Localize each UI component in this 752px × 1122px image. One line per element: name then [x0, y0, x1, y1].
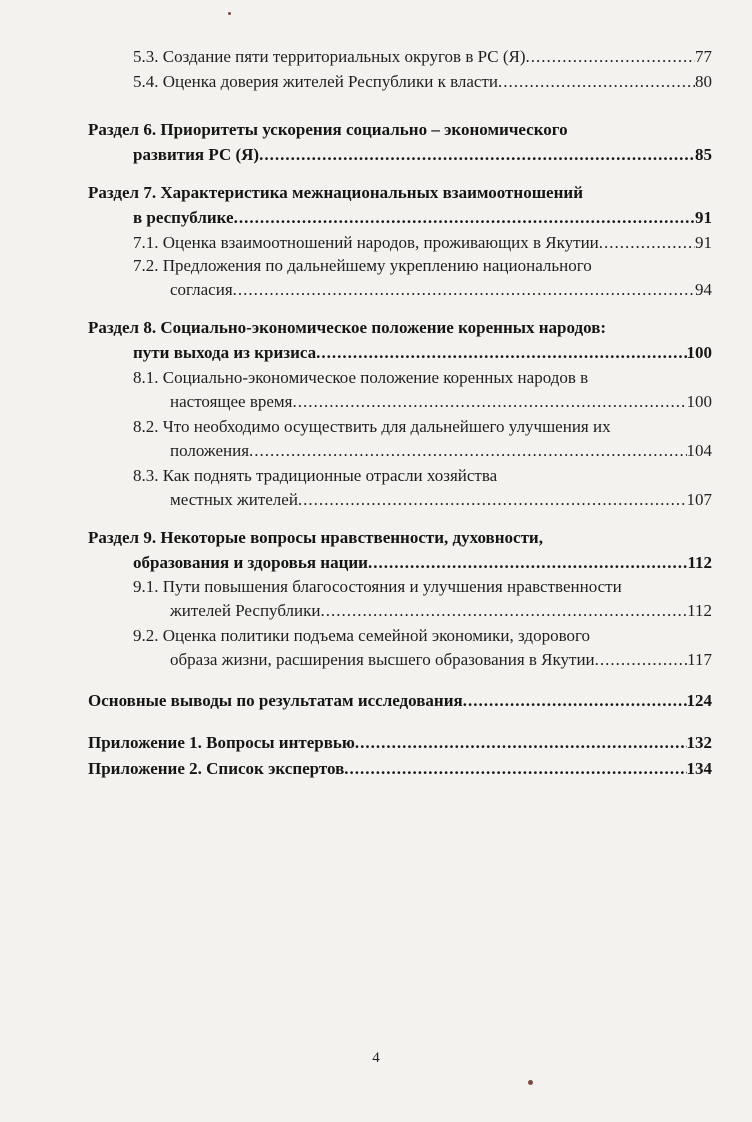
toc-section-7: в республике ..... 91: [133, 207, 712, 229]
toc-entry-8-1: настоящее время ..... 100: [170, 391, 712, 413]
toc-entry-9-2-title: 9.2. Оценка политики подъема семейной экономики, здорового: [133, 626, 591, 645]
toc-section-8: пути выхода из кризиса ..... 100: [133, 342, 712, 364]
toc-entry-9-1: жителей Республики ..... 112: [170, 600, 712, 622]
dot-leader: [292, 391, 686, 413]
toc-section-7-title: Раздел 7. Характеристика межнациональных взаимоотношений: [88, 183, 583, 202]
dot-leader: [249, 440, 686, 462]
dot-leader: [355, 732, 687, 754]
toc-entry-8-2-title: 8.2. Что необходимо осуществить для дальнейшего улучшения их: [133, 417, 611, 436]
toc-entry-8-2: положения ..... 104: [170, 440, 712, 462]
toc-appendix-1: Приложение 1. Вопросы интервью ..... 132: [88, 732, 712, 754]
toc-section-9-title: Раздел 9. Некоторые вопросы нравственности, духовности,: [88, 528, 543, 547]
dot-leader: [368, 552, 687, 574]
toc-entry-9-1-title: 9.1. Пути повышения благосостояния и улучшения нравственности: [133, 577, 622, 596]
toc-appendix-2: Приложение 2. Список экспертов ..... 134: [88, 758, 712, 780]
toc-entry-7-2-title: 7.2. Предложения по дальнейшему укреплению национального: [133, 256, 592, 275]
toc-entry-7-2: согласия ..... 94: [170, 279, 712, 301]
toc-entry-8-3: местных жителей ..... 107: [170, 489, 712, 511]
dot-leader: [316, 342, 686, 364]
toc-entry-5-4: 5.4. Оценка доверия жителей Республики к власти ..... 80: [133, 71, 712, 93]
toc-entry-8-1-title: 8.1. Социально-экономическое положение коренных народов в: [133, 368, 589, 387]
scan-speck: [528, 1080, 533, 1085]
dot-leader: [498, 71, 695, 93]
toc-entry-9-2: образа жизни, расширения высшего образования в Якутии ..... 117: [170, 649, 712, 671]
dot-leader: [526, 46, 695, 68]
toc-section-9: образования и здоровья нации ..... 112: [133, 552, 712, 574]
dot-leader: [463, 690, 687, 712]
toc-entry-7-1: 7.1. Оценка взаимоотношений народов, проживающих в Якутии ..... 91: [133, 232, 712, 254]
toc-conclusions: Основные выводы по результатам исследования ..... 124: [88, 690, 712, 712]
toc-section-6-title: Раздел 6. Приоритеты ускорения социально – экономического: [88, 120, 568, 139]
page-number: 4: [372, 1050, 380, 1066]
dot-leader: [320, 600, 687, 622]
dot-leader: [595, 649, 687, 671]
dot-leader: [233, 279, 695, 301]
dot-leader: [298, 489, 687, 511]
dot-leader: [599, 232, 695, 254]
scan-speck: [228, 12, 231, 15]
toc-entry-8-3-title: 8.3. Как поднять традиционные отрасли хозяйства: [133, 466, 498, 485]
dot-leader: [344, 758, 686, 780]
toc-section-6: развития РС (Я) ..... 85: [133, 144, 712, 166]
dot-leader: [259, 144, 695, 166]
dot-leader: [234, 207, 695, 229]
toc-entry-5-3: 5.3. Создание пяти территориальных округов в РС (Я) ..... 77: [133, 46, 712, 68]
toc-section-8-title: Раздел 8. Социально-экономическое положение коренных народов:: [88, 318, 607, 337]
